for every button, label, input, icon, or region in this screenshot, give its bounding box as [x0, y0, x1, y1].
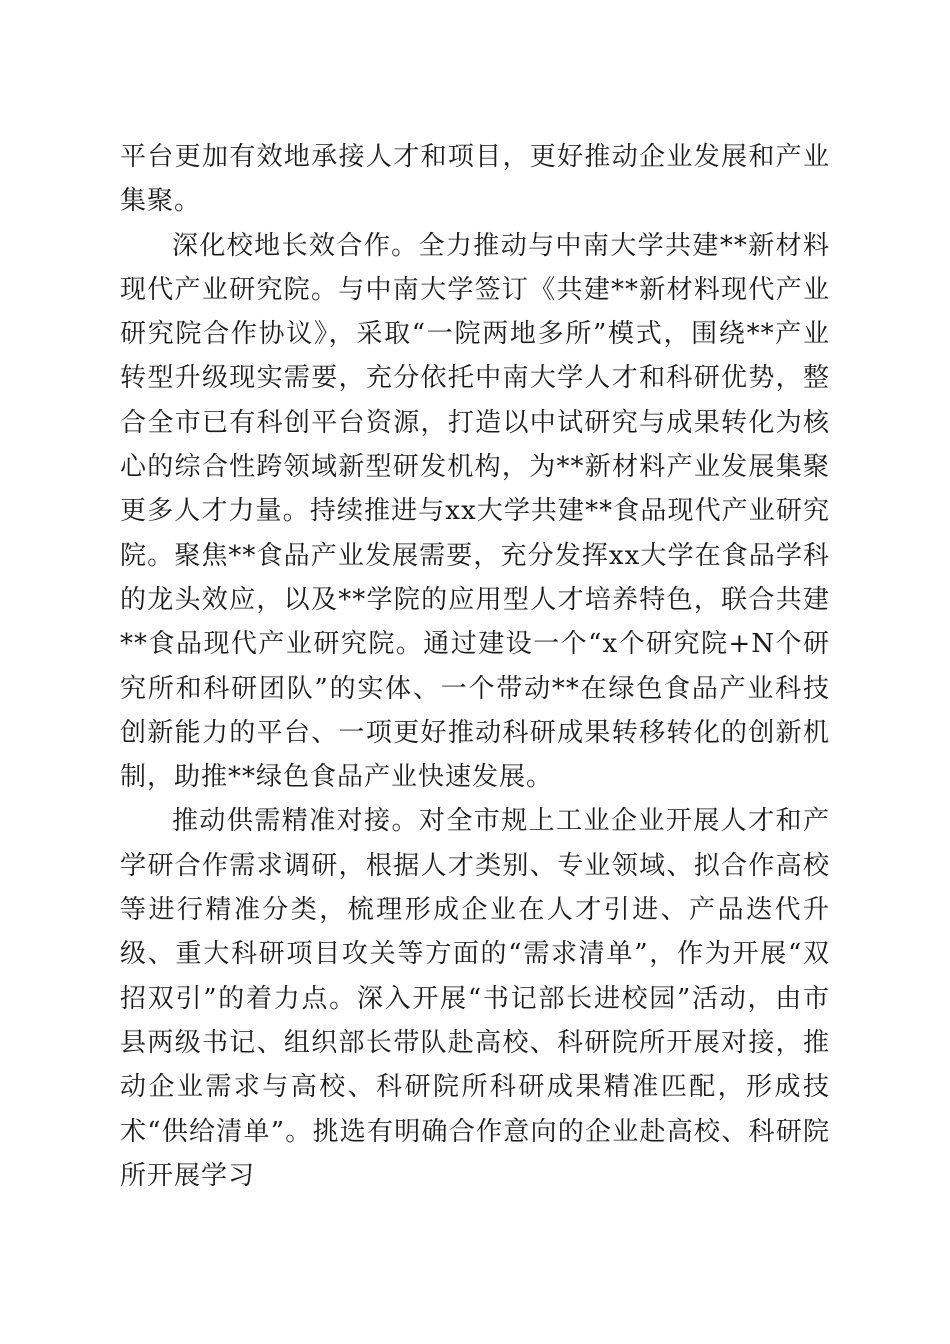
- paragraph-continuation: 平台更加有效地承接人才和项目，更好推动企业发展和产业集聚。: [120, 142, 830, 217]
- document-body: [120, 135, 830, 1198]
- paragraph-school-cooperation: 深化校地长效合作。全力推动与中南大学共建**新材料现代产业研究院。与中南大学签订《共建**新材料现代产业研究院合作协议》，采取“一院两地多所”模式，围绕**产业转型升级现实需要，充分依托中南大学人才和科研优势，整合全市已有科创平台资源，打造以中试研究与成果转化为核心的综合性跨领域新型研发机构，为**新材料产业发展集聚更多人才力量。持续推进与xx大学共建**食品现代产业研究院。聚焦**食品产业发展需要，充分发挥xx大学在食品学科的龙头效应，以及**学院的应用型人才培养特色，联合共建**食品现代产业研究院。通过建设一个“x个研究院+N个研究所和科研团队”的实体、一个带动**在绿色食品产业科技创新能力的平台、一项更好推动科研成果转移转化的创新机制，助推**绿色食品产业快速发展。: [120, 230, 830, 793]
- paragraph-supply-demand: 推动供需精准对接。对全市规上工业企业开展人才和产学研合作需求调研，根据人才类别、专业领域、拟合作高校等进行精准分类，梳理形成企业在人才引进、产品迭代升级、重大科研项目攻关等方面的“需求清单”，作为开展“双招双引”的着力点。深入开展“书记部长进校园”活动，由市县两级书记、组织部长带队赴高校、科研院所开展对接，推动企业需求与高校、科研院所科研成果精准匹配，形成技术“供给清单”。挑选有明确合作意向的企业赴高校、科研院所开展学习: [120, 806, 830, 1191]
